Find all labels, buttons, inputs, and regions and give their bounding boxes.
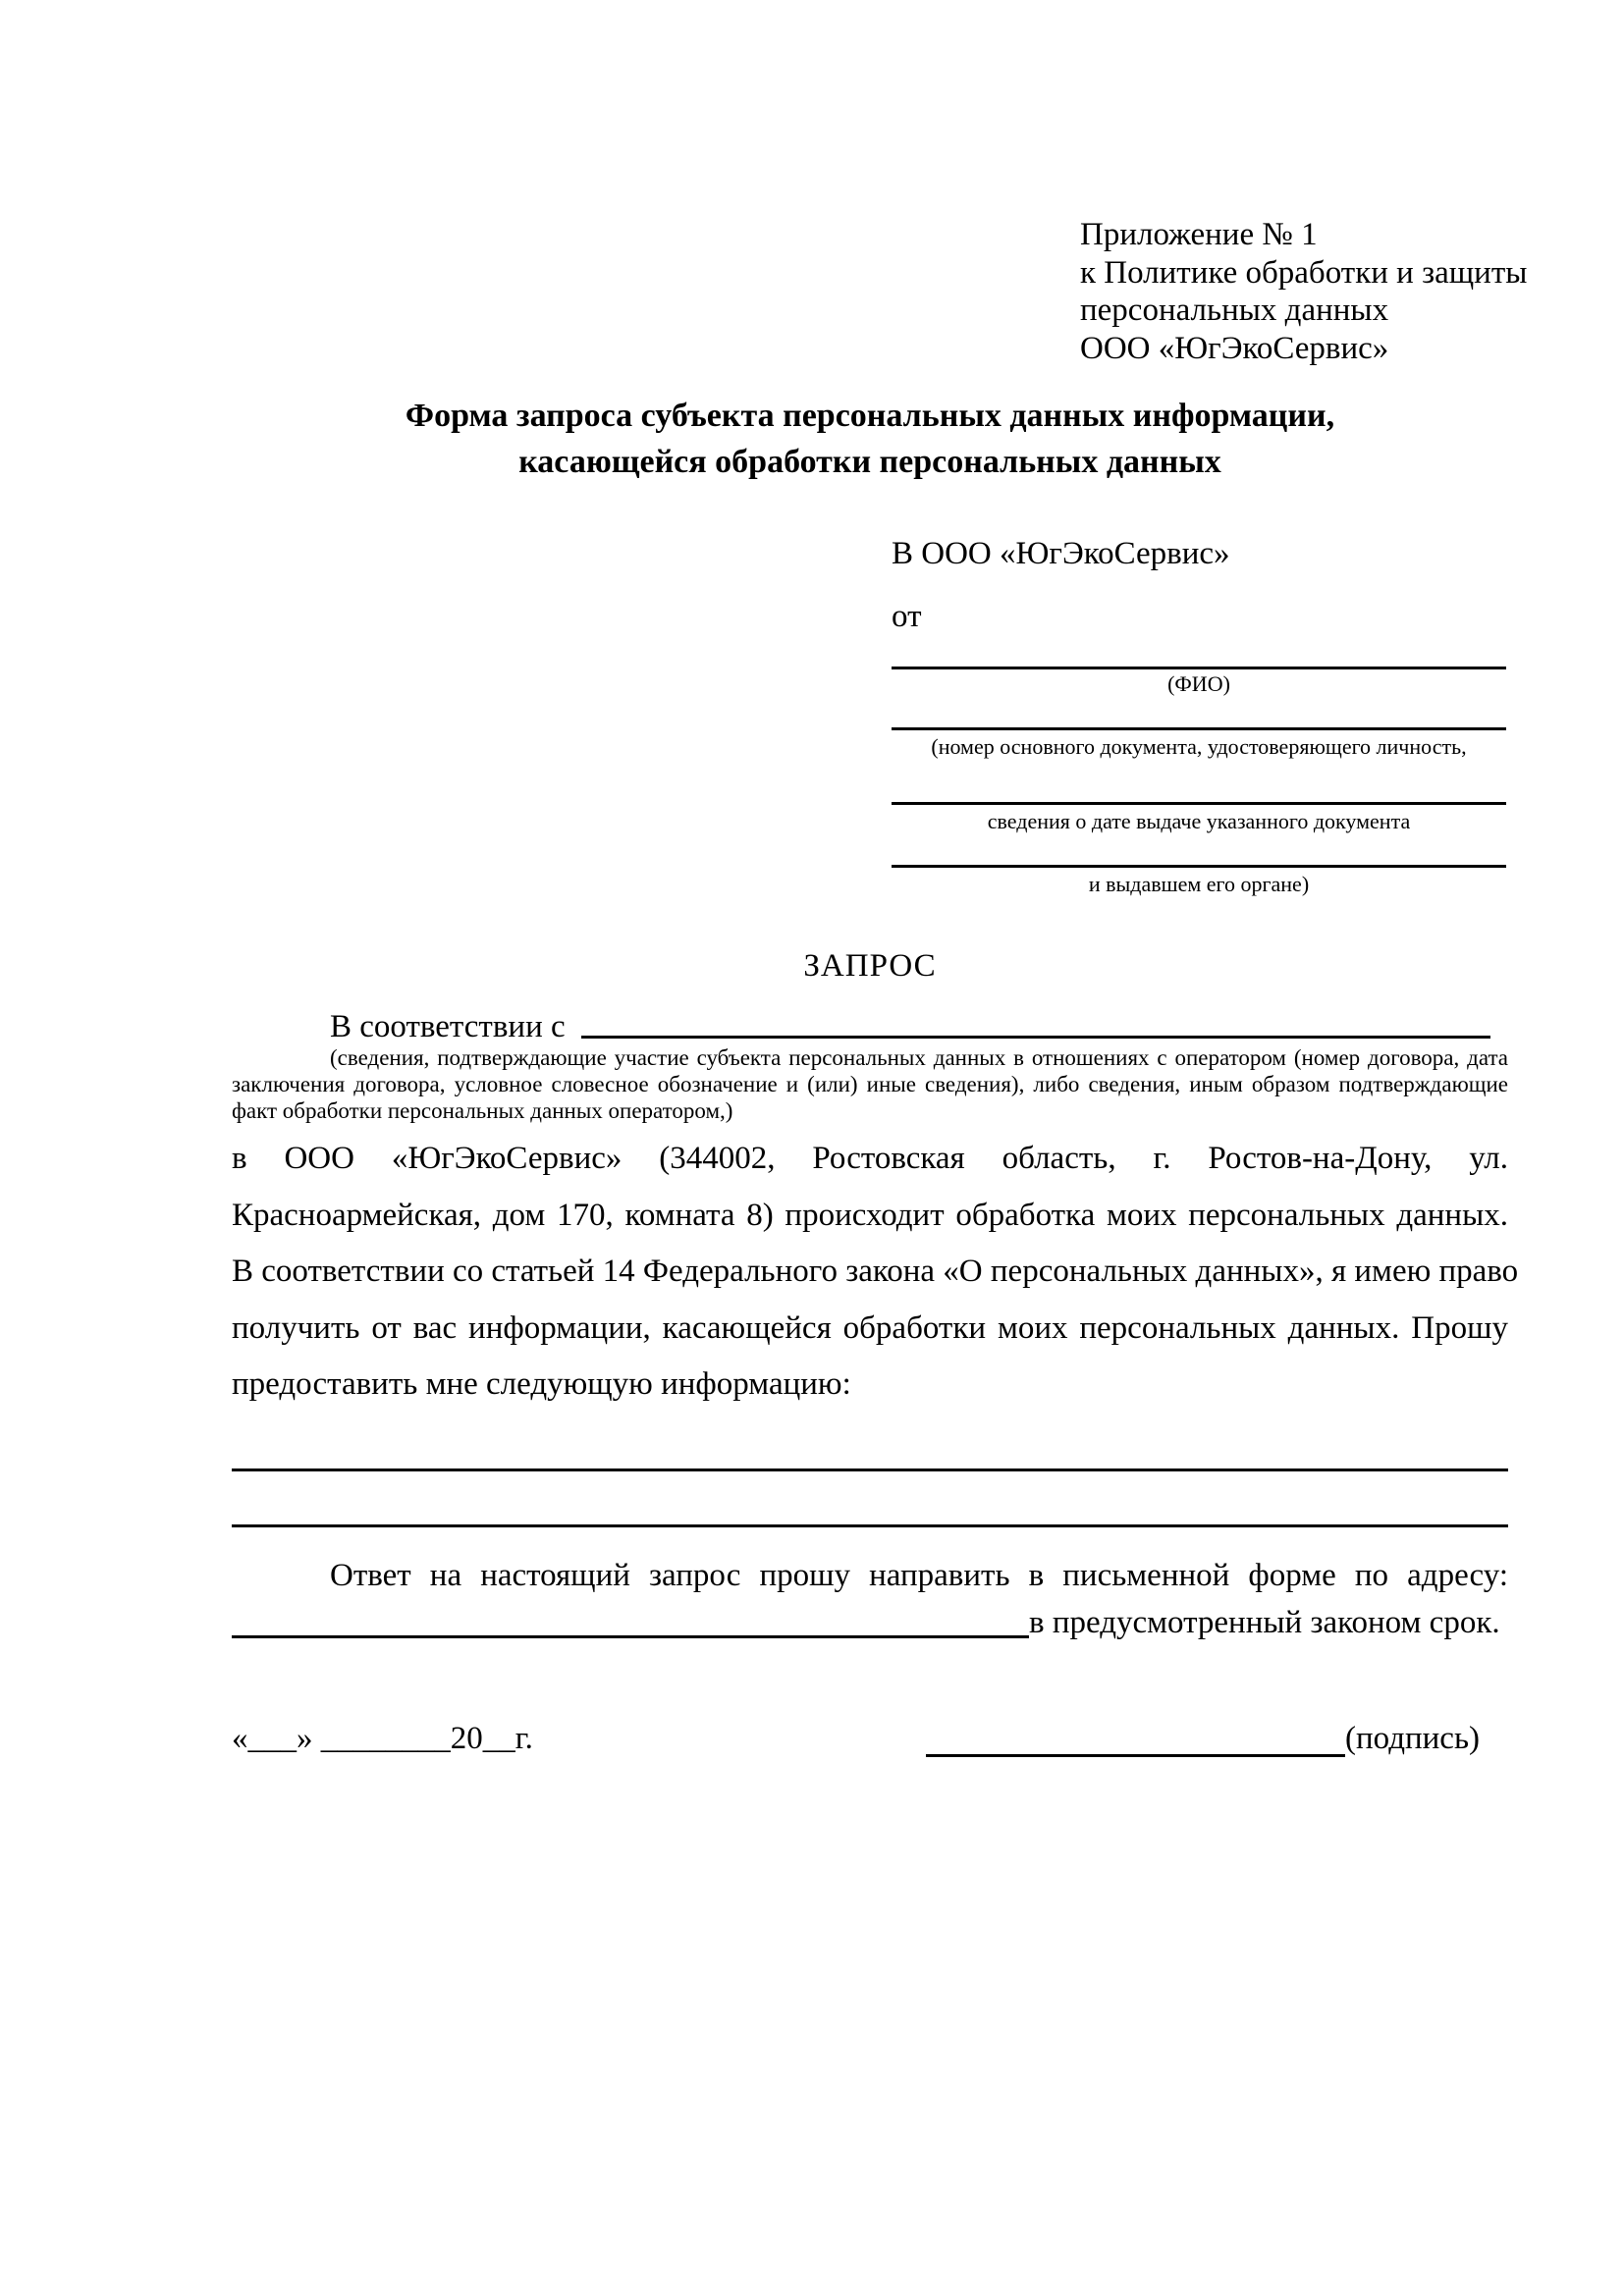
information-blank-line-2 — [232, 1524, 1508, 1527]
body-line-2: Красноармейская, дом 170, комната 8) происходит обработка моих персональных данных. — [232, 1197, 1508, 1233]
addressee-from-label: от — [892, 599, 922, 634]
document-title-line-1: Форма запроса субъекта персональных данных информации, — [405, 398, 1335, 434]
lead-blank-line — [581, 1036, 1490, 1039]
signature-caption: (подпись) — [1345, 1721, 1480, 1756]
date-blank-text: «___» ________20__г. — [232, 1721, 533, 1756]
document-title-line-2: касающейся обработки персональных данных — [518, 444, 1221, 480]
appendix-header — [1080, 216, 1532, 367]
reply-tail-text: в предусмотренный законом срок. — [1029, 1605, 1500, 1640]
issuing-authority-caption: и выдавшем его органе) — [1088, 872, 1310, 896]
reply-sentence: Ответ на настоящий запрос прошу направить в письменной форме по адресу: — [330, 1558, 1508, 1593]
appendix-line-3: персональных данных — [1080, 293, 1389, 328]
appendix-line-4: ООО «ЮгЭкоСервис» — [1080, 330, 1389, 366]
lead-text: В соответствии с — [330, 1009, 566, 1044]
appendix-line-1: Приложение № 1 — [1080, 217, 1318, 252]
lead-note: (сведения, подтверждающие участие субъекта персональных данных в отношениях с оператором (номер договора, дата заключения договора, условное словесное обозначение и (или) иные сведения), либо сведения, иным образом подтверждающие факт обработки персональных данных оператором,) — [232, 1045, 1508, 1123]
document-number-caption: (номер основного документа, удостоверяющего личность, — [931, 734, 1467, 759]
body-line-5: предоставить мне следующую информацию: — [232, 1366, 851, 1403]
addressee-to: В ООО «ЮгЭкоСервис» — [892, 536, 1230, 571]
issuing-authority-blank-line — [892, 865, 1506, 868]
appendix-line-2: к Политике обработки и защиты — [1080, 254, 1528, 291]
body-line-1: в ООО «ЮгЭкоСервис» (344002, Ростовская область, г. Ростов-на-Дону, ул. — [232, 1141, 1508, 1176]
fio-blank-line — [892, 667, 1506, 669]
fio-caption: (ФИО) — [1167, 671, 1230, 696]
body-line-3: В соответствии со статьей 14 Федерального закона «О персональных данных», я имею право — [232, 1254, 1519, 1290]
body-paragraph — [232, 1131, 1519, 1414]
document-title — [232, 393, 1508, 485]
issue-date-blank-line — [892, 802, 1506, 805]
issue-date-caption: сведения о дате выдаче указанного документа — [987, 809, 1411, 833]
signature-blank-line — [926, 1754, 1345, 1757]
body-line-4: получить от вас информации, касающейся обработки моих персональных данных. Прошу — [232, 1309, 1508, 1346]
request-heading: ЗАПРОС — [803, 948, 937, 984]
address-blank-line — [232, 1635, 1029, 1638]
information-blank-line-1 — [232, 1468, 1508, 1471]
document-number-blank-line — [892, 727, 1506, 730]
